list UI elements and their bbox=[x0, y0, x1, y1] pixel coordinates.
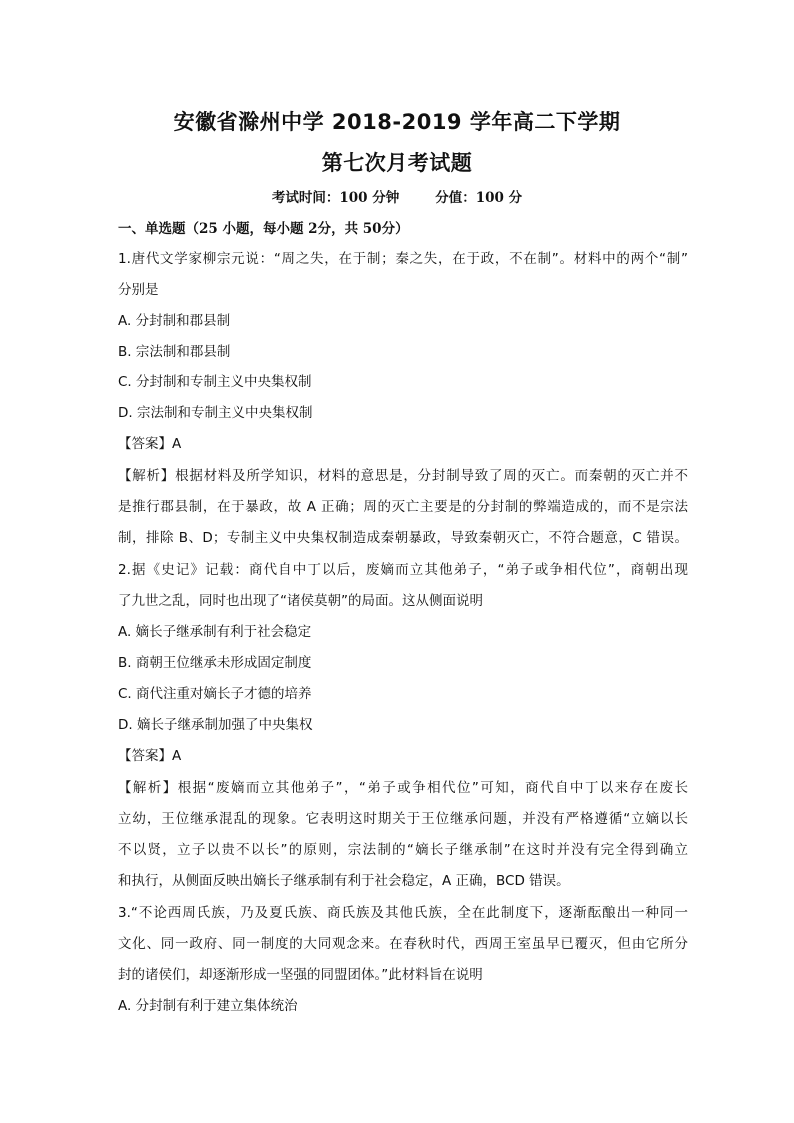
q2-analysis-line: 立幼，王位继承混乱的现象。它表明这时期关于王位继承问题，并没有严格遵循“立嫡以长 bbox=[118, 811, 688, 827]
q3-stem-line: 3.“不论西周氏族，乃及夏氏族、商氏族及其他氏族，全在此制度下，逐渐酝酿出一种同一 bbox=[118, 905, 688, 921]
q1-option-c: C. 分封制和专制主义中央集权制 bbox=[118, 374, 312, 390]
q1-option-b: B. 宗法制和郡县制 bbox=[118, 344, 231, 360]
exam-time: 考试时间：100 分钟 bbox=[271, 190, 400, 206]
q2-stem-line: 了九世之乱，同时也出现了“诸侯莫朝”的局面。这从侧面说明 bbox=[118, 593, 483, 609]
q1-analysis-line: 是推行郡县制，在于暴政，故 A 正确；周的灭亡主要是的分封制的弊端造成的，而不是宗法 bbox=[118, 499, 688, 515]
q2-option-d: D. 嫡长子继承制加强了中央集权 bbox=[118, 717, 313, 733]
q1-stem-line: 分别是 bbox=[118, 282, 159, 298]
q2-analysis-line: 【解析】根据“废嫡而立其他弟子”，“弟子或争相代位”可知，商代自中丁以来存在废长 bbox=[118, 780, 688, 796]
q1-option-d: D. 宗法制和专制主义中央集权制 bbox=[118, 405, 313, 421]
exam-score: 分值：100 分 bbox=[435, 190, 523, 206]
q1-analysis-line: 【解析】根据材料及所学知识，材料的意思是，分封制导致了周的灭亡。而秦朝的灭亡并不 bbox=[118, 468, 688, 484]
q2-option-a: A. 嫡长子继承制有利于社会稳定 bbox=[118, 624, 312, 640]
q2-stem-line: 2.据《史记》记载：商代自中丁以后，废嫡而立其他弟子，“弟子或争相代位”，商朝出现 bbox=[118, 562, 688, 578]
q2-answer: 【答案】A bbox=[118, 748, 182, 764]
exam-title-line2: 第七次月考试题 bbox=[321, 151, 473, 175]
q1-option-a: A. 分封制和郡县制 bbox=[118, 313, 231, 329]
exam-title-line1: 安徽省滁州中学 2018-2019 学年高二下学期 bbox=[173, 110, 621, 134]
q1-analysis-line: 制，排除 B、D；专制主义中央集权制造成秦朝暴政，导致秦朝灭亡，不符合题意，C 错误。 bbox=[118, 530, 688, 546]
section-heading: 一、单选题（25 小题，每小题 2分，共 50分） bbox=[118, 221, 409, 237]
q1-answer: 【答案】A bbox=[118, 436, 182, 452]
q1-stem-line: 1.唐代文学家柳宗元说：“周之失，在于制；秦之失，在于政，不在制”。材料中的两个“制” bbox=[118, 251, 688, 267]
q3-stem-line: 封的诸侯们，却逐渐形成一坚强的同盟团体。”此材料旨在说明 bbox=[118, 967, 483, 983]
q2-option-b: B. 商朝王位继承未形成固定制度 bbox=[118, 655, 312, 671]
q2-analysis-line: 不以贤，立子以贵不以长”的原则，宗法制的“嫡长子继承制”在这时并没有完全得到确立 bbox=[118, 842, 688, 858]
q3-option-a: A. 分封制有利于建立集体统治 bbox=[118, 998, 298, 1014]
q3-stem-line: 文化、同一政府、同一制度的大同观念来。在春秋时代，西周王室虽早已覆灭，但由它所分 bbox=[118, 936, 688, 952]
q2-analysis-line: 和执行，从侧面反映出嫡长子继承制有利于社会稳定，A 正确，BCD 错误。 bbox=[118, 873, 570, 889]
exam-meta bbox=[0, 186, 794, 206]
q2-option-c: C. 商代注重对嫡长子才德的培养 bbox=[118, 686, 312, 702]
